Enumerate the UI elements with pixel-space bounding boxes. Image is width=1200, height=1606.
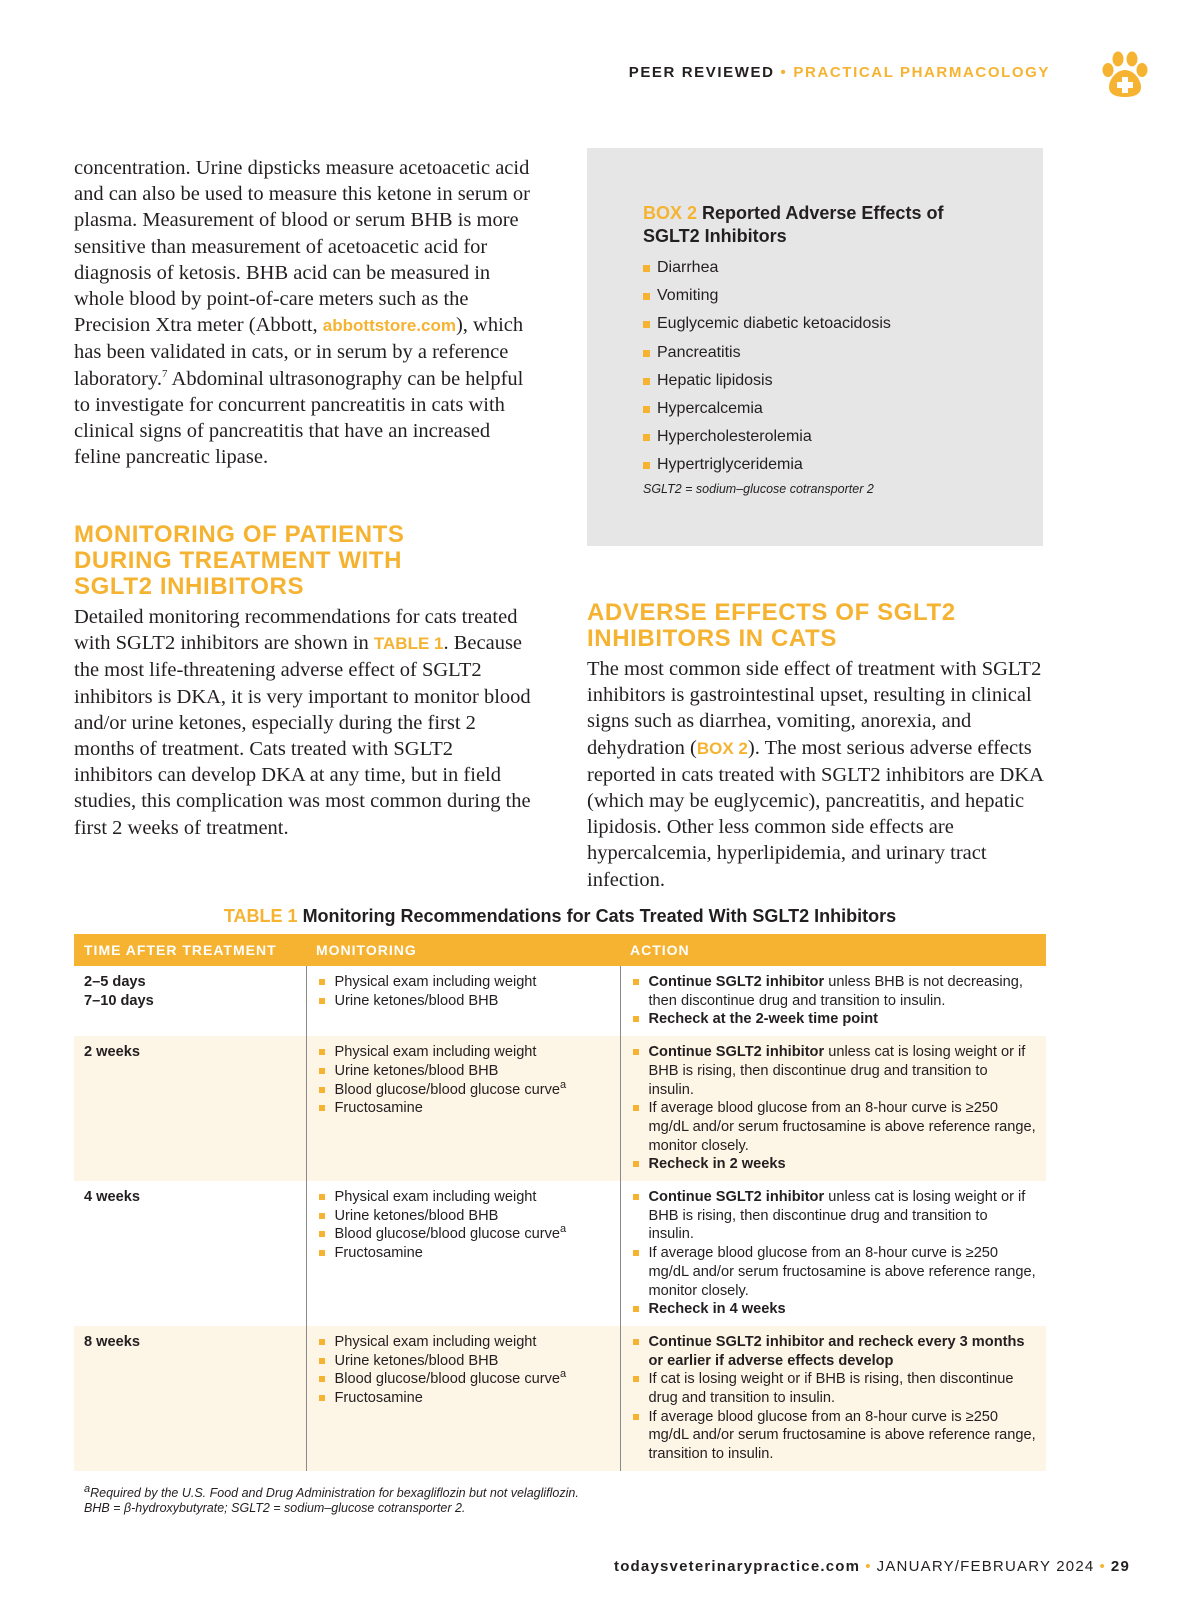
list-item: Urine ketones/blood BHB xyxy=(317,992,610,1011)
list-item: Urine ketones/blood BHB xyxy=(317,1352,610,1371)
table-footnote xyxy=(84,1482,579,1516)
header-label: PEER REVIEWED xyxy=(628,64,775,81)
list-item: Urine ketones/blood BHB xyxy=(317,1207,610,1226)
paw-plus-icon xyxy=(1100,50,1150,98)
list-item: Euglycemic diabetic ketoacidosis xyxy=(643,310,1003,338)
adverse-effects-list xyxy=(643,254,1003,480)
column-header-time: TIME AFTER TREATMENT xyxy=(74,934,306,966)
action-cell xyxy=(620,1036,1046,1181)
page-number: 29 xyxy=(1110,1558,1130,1575)
table-1-link[interactable]: TABLE 1 xyxy=(373,634,444,654)
footnote-line-2: BHB = β-hydroxybutyrate; SGLT2 = sodium–glucose cotransporter 2. xyxy=(84,1501,466,1515)
list-item: If average blood glucose from an 8-hour curve is ≥250 mg/dL and/or serum fructosamine is above reference range, transition to insulin. xyxy=(631,1408,1037,1464)
list-item: Diarrhea xyxy=(643,254,1003,282)
time-cell: 2 weeks xyxy=(74,1036,306,1181)
footnote-marker: a xyxy=(560,1368,567,1381)
list-item: Blood glucose/blood glucose curve$^a$ xyxy=(317,1225,610,1244)
box-2-link[interactable]: BOX 2 xyxy=(696,738,748,758)
monitoring-table xyxy=(74,934,1046,1471)
box-2-abbreviation-note: SGLT2 = sodium–glucose cotransporter 2 xyxy=(643,481,874,496)
monitoring-cell xyxy=(306,966,620,1036)
table-1-label: TABLE 1 xyxy=(223,906,298,926)
footnote-marker: a xyxy=(84,1482,91,1495)
footnote-marker: a xyxy=(560,1223,567,1236)
column-header-action: ACTION xyxy=(620,934,1046,966)
list-item: Hypercholesterolemia xyxy=(643,423,1003,451)
list-item: Continue SGLT2 inhibitor unless cat is losing weight or if BHB is rising, then discontinue drug and transition to insulin. xyxy=(631,1043,1037,1099)
monitoring-cell xyxy=(306,1326,620,1471)
list-item: Fructosamine xyxy=(317,1099,610,1118)
adverse-effects-paragraph: The most common side effect of treatment with SGLT2 inhibitors is gastrointestinal upset, resulting in clinical signs such as diarrhea, vomiting, anorexia, and dehydration (BOX 2). The most serious adverse effects reported in cats treated with SGLT2 inhibitors are DKA (which may be euglycemic), pancreatitis, and hepatic lipidosis. Other less common side effects are hypercalcemia, hyperlipidemia, and urinary tract infection. xyxy=(587,658,1043,891)
column-header-monitoring: MONITORING xyxy=(306,934,620,966)
list-item: Continue SGLT2 inhibitor unless BHB is not decreasing, then discontinue drug and transition to insulin. xyxy=(631,973,1037,1010)
list-item: Physical exam including weight xyxy=(317,1333,610,1352)
monitoring-heading: MONITORING OF PATIENTS DURING TREATMENT WITH SGLT2 INHIBITORS xyxy=(74,521,405,600)
footer-issue: JANUARY/FEBRUARY 2024 xyxy=(876,1558,1095,1575)
box-2-label: BOX 2 xyxy=(643,203,698,223)
adverse-effects-heading: ADVERSE EFFECTS OF SGLT2 INHIBITORS IN CATS xyxy=(587,599,956,652)
box-2-adverse-effects xyxy=(587,148,1043,546)
list-item: Continue SGLT2 inhibitor and recheck every 3 months or earlier if adverse effects develop xyxy=(631,1333,1037,1370)
table-row xyxy=(74,1181,1046,1326)
list-item: Recheck in 2 weeks xyxy=(631,1155,1037,1174)
time-cell: 4 weeks xyxy=(84,1189,140,1206)
list-item: If cat is losing weight or if BHB is rising, then discontinue drug and transition to insulin. xyxy=(631,1370,1037,1407)
list-item: Physical exam including weight xyxy=(317,1188,610,1207)
table-header-row xyxy=(74,934,1046,966)
time-cell: 2–5 days 7–10 days xyxy=(84,974,154,1009)
list-item: Vomiting xyxy=(643,282,1003,310)
list-item: Recheck in 4 weeks xyxy=(631,1300,1037,1319)
list-item: Hepatic lipidosis xyxy=(643,367,1003,395)
monitoring-paragraph: Detailed monitoring recommendations for cats treated with SGLT2 inhibitors are shown in TABLE 1. Because the most life-threatening adverse effect of SGLT2 inhibitors is DKA, it is very important to monitor blood and/or urine ketones, especially during the first 2 months of treatment. Cats treated with SGLT2 inhibitors can develop DKA at any time, but in field studies, this complication was most common during the first 2 weeks of treatment. xyxy=(74,606,531,839)
footnote-line-1: Required by the U.S. Food and Drug Administration for bexagliflozin but not velagliflozin. xyxy=(90,1486,579,1500)
list-item: Physical exam including weight xyxy=(317,973,610,992)
list-item: Blood glucose/blood glucose curve$^a$ xyxy=(317,1081,610,1100)
list-item: If average blood glucose from an 8-hour curve is ≥250 mg/dL and/or serum fructosamine is above reference range, monitor closely. xyxy=(631,1244,1037,1300)
abbott-store-link[interactable]: abbottstore.com xyxy=(322,316,456,336)
header-section: PRACTICAL PHARMACOLOGY xyxy=(793,64,1050,81)
action-cell xyxy=(620,1181,1046,1326)
intro-paragraph: concentration. Urine dipsticks measure acetoacetic acid and can also be used to measure this ketone in serum or plasma. Measurement of blood or serum BHB is more sensitive than measurement of acetoacetic acid for diagnosis of ketosis. BHB acid can be measured in whole blood by point-of-care meters such as the Precision Xtra meter (Abbott, abbottstore.com), which has been validated in cats, or in serum by a reference laboratory.$^7$ Abdominal ultrasonography can be helpful to investigate for concurrent pancreatitis in cats with clinical signs of pancreatitis that have an increased feline pancreatic lipase. xyxy=(74,157,530,469)
list-item: Fructosamine xyxy=(317,1244,610,1263)
list-item: Fructosamine xyxy=(317,1389,610,1408)
table-1-title: TABLE 1 Monitoring Recommendations for Cats Treated With SGLT2 Inhibitors xyxy=(223,906,897,926)
list-item: Hypercalcemia xyxy=(643,395,1003,423)
list-item: Pancreatitis xyxy=(643,339,1003,367)
table-row xyxy=(74,1036,1046,1181)
list-item: Urine ketones/blood BHB xyxy=(317,1062,610,1081)
footer-site-link[interactable]: todaysveterinarypractice.com xyxy=(614,1558,861,1575)
monitoring-cell xyxy=(306,1036,620,1181)
reference-7: 7 xyxy=(162,367,168,380)
monitoring-cell xyxy=(306,1181,620,1326)
running-header xyxy=(629,64,1050,81)
list-item: If average blood glucose from an 8-hour curve is ≥250 mg/dL and/or serum fructosamine is above reference range, monitor closely. xyxy=(631,1099,1037,1155)
list-item: Continue SGLT2 inhibitor unless cat is losing weight or if BHB is rising, then discontinue drug and transition to insulin. xyxy=(631,1188,1037,1244)
box-2-title: BOX 2 Reported Adverse Effects of SGLT2 Inhibitors xyxy=(643,203,944,246)
footnote-marker: a xyxy=(560,1078,567,1091)
action-cell xyxy=(620,966,1046,1036)
time-cell: 8 weeks xyxy=(74,1326,306,1471)
header-separator: • xyxy=(780,64,788,81)
table-row xyxy=(74,966,1046,1036)
list-item: Recheck at the 2-week time point xyxy=(631,1010,1037,1029)
list-item: Physical exam including weight xyxy=(317,1043,610,1062)
table-row xyxy=(74,1326,1046,1471)
action-cell xyxy=(620,1326,1046,1471)
list-item: Hypertriglyceridemia xyxy=(643,451,1003,479)
list-item: Blood glucose/blood glucose curve$^a$ xyxy=(317,1370,610,1389)
page-footer: todaysveterinarypractice.com • JANUARY/FEBRUARY 2024 • 29 xyxy=(614,1558,1130,1575)
